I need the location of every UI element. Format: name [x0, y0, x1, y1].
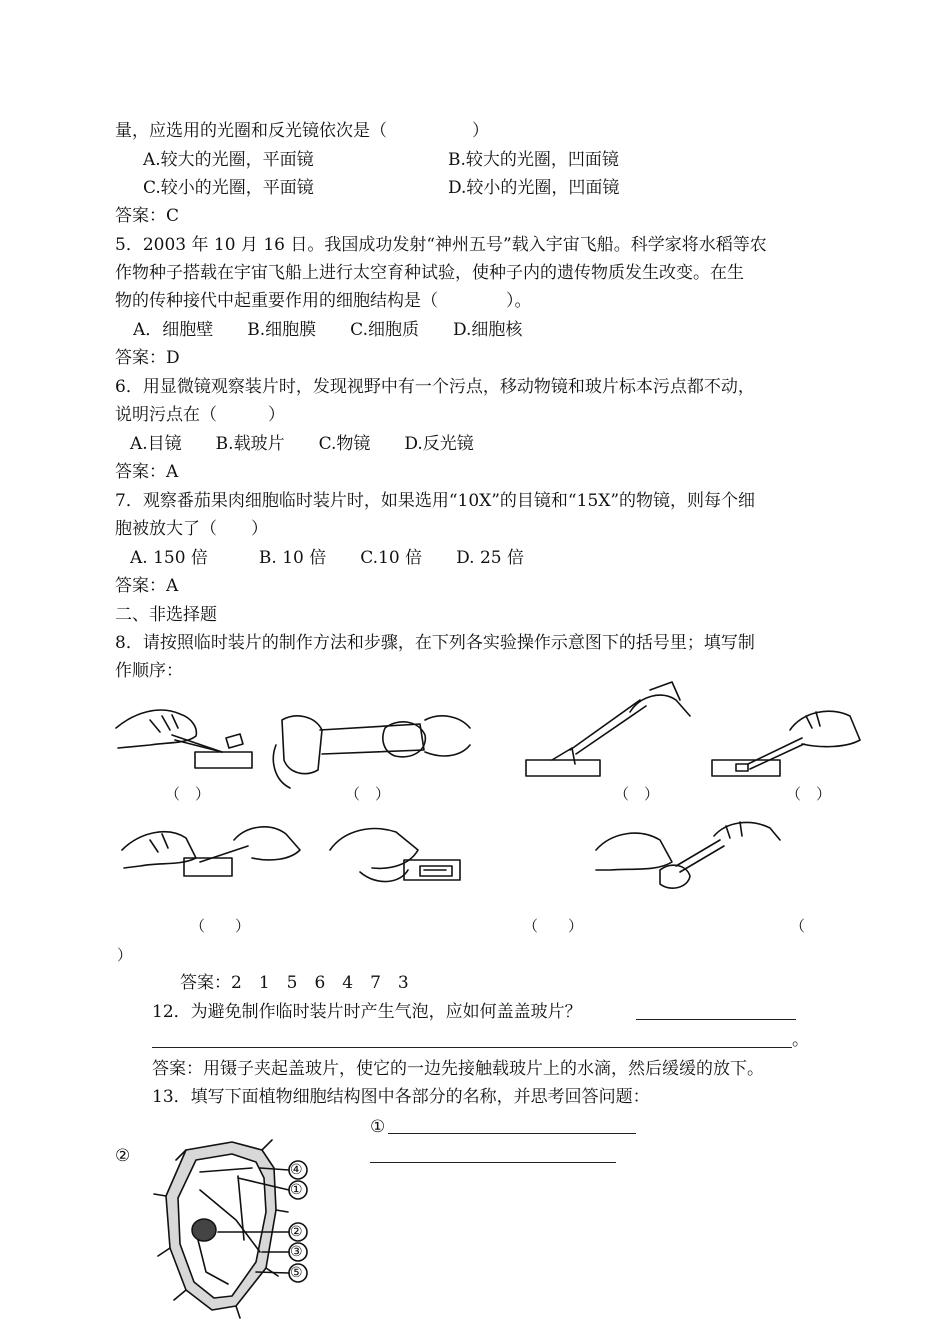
cell-label-5: ⑤ — [290, 1265, 303, 1281]
q6-line1: 6．用显微镜观察装片时，发现视野中有一个污点，移动物镜和玻片标本污点都不动， — [115, 377, 755, 397]
q8-blank-6[interactable]: （ ） — [523, 917, 584, 935]
q12-answer: 答案：用镊子夹起盖玻片，使它的一边先接触载玻片上的水滴，然后缓缓的放下。 — [152, 1059, 764, 1079]
q8-line2: 作顺序： — [115, 661, 183, 681]
q5-answer: 答案：D — [115, 348, 180, 368]
q8-blank-1[interactable]: （ ） — [165, 785, 211, 803]
q13-label-1: ① — [370, 1117, 386, 1137]
q4-answer: 答案：C — [115, 206, 180, 226]
q7-line1: 7．观察番茄果肉细胞临时装片时，如果选用“10X”的目镜和“15X”的物镜，则每个细 — [115, 491, 756, 511]
q12-line1: 12．为避免制作临时装片时产生气泡，应如何盖盖玻片？ — [152, 1002, 582, 1022]
q4-option-b: B.较大的光圈，凹面镜 — [448, 150, 619, 170]
q12-period: 。 — [792, 1030, 809, 1050]
q5-line1: 5．2003 年 10 月 16 日。我国成功发射“神州五号”载入宇宙飞船。科学家将水稻等农 — [115, 235, 767, 255]
q4-option-d: D.较小的光圈，凹面镜 — [448, 178, 620, 198]
q4-stem: 量，应选用的光圈和反光镜依次是（ ） — [115, 121, 489, 141]
cell-label-1: ① — [290, 1182, 303, 1198]
q6-options: A.目镜 B.载玻片 C.物镜 D.反光镜 — [130, 434, 474, 454]
q8-answer: 答案：2 1 5 6 4 7 3 — [180, 973, 409, 993]
q8-blank-7-open[interactable]: （ — [790, 917, 806, 935]
q5-line3: 物的传种接代中起重要作用的细胞结构是（ ）。 — [115, 291, 532, 311]
section-heading: 二、非选择题 — [115, 605, 217, 625]
q8-blank-3[interactable]: （ ） — [614, 785, 660, 803]
q8-blank-4[interactable]: （ ） — [786, 785, 832, 803]
q13-line1: 13．填写下面植物细胞结构图中各部分的名称，并思考回答问题： — [152, 1087, 650, 1107]
q8-line1: 8．请按照临时装片的制作方法和步骤，在下列各实验操作示意图下的括号里；填写制 — [115, 633, 755, 653]
q4-option-c: C.较小的光圈，平面镜 — [143, 178, 314, 198]
q8-blank-7-close: ） — [117, 946, 133, 964]
q7-answer: 答案：A — [115, 576, 179, 596]
q13-label-2: ② — [115, 1146, 131, 1166]
cell-label-2: ② — [290, 1224, 303, 1240]
cell-label-4: ④ — [290, 1162, 303, 1178]
cell-label-3: ③ — [290, 1244, 303, 1260]
q4-option-a: A.较大的光圈，平面镜 — [143, 150, 314, 170]
q7-options: A. 150 倍 B. 10 倍 C.10 倍 D. 25 倍 — [130, 548, 524, 568]
q6-answer: 答案：A — [115, 462, 179, 482]
nucleus — [192, 1219, 216, 1241]
q7-line2: 胞被放大了（ ） — [115, 519, 268, 539]
q8-blank-5[interactable]: （ ） — [190, 917, 251, 935]
q5-options: A．细胞壁 B.细胞膜 C.细胞质 D.细胞核 — [133, 320, 523, 340]
q5-line2: 作物种子搭载在宇宙飞船上进行太空育种试验，使种子内的遗传物质发生改变。在生 — [115, 263, 744, 283]
q8-blank-2[interactable]: （ ） — [345, 785, 391, 803]
q6-line2: 说明污点在（ ） — [115, 405, 285, 425]
